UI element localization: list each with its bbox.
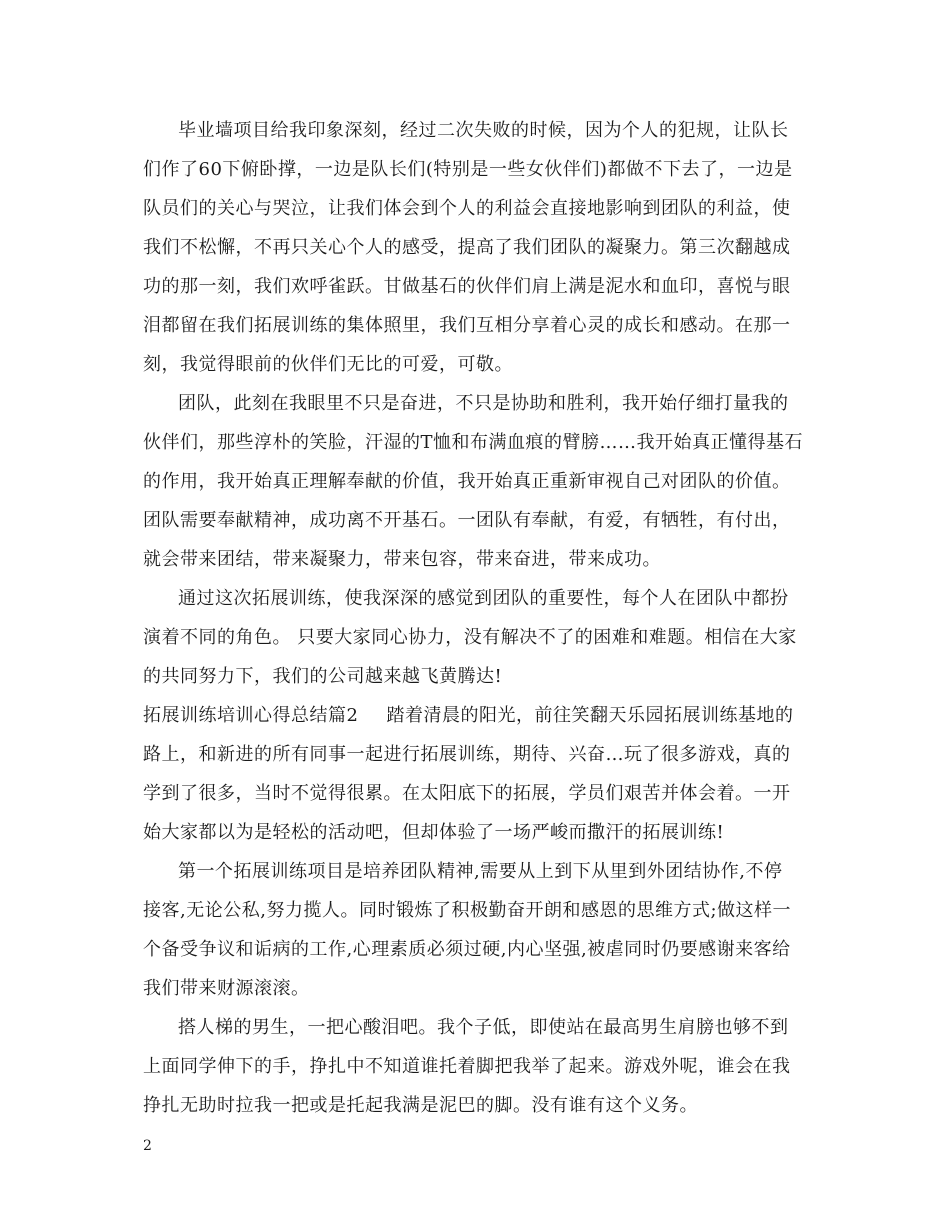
paragraph-line: 我们带来财源滚滚。 <box>143 978 310 999</box>
paragraph-line: 队员们的关心与哭泣，让我们体会到个人的利益会直接地影响到团队的利益，使 <box>143 198 791 219</box>
paragraph-text: 踏着清晨的阳光，前往笑翻天乐园拓展训练基地的 <box>386 705 794 726</box>
paragraph-line: 毕业墙项目给我印象深刻，经过二次失败的时候，因为个人的犯规，让队长 <box>178 120 789 141</box>
section-heading: 拓展训练培训心得总结篇2 <box>143 705 359 726</box>
paragraph-line: 上面同学伸下的手，挣扎中不知道谁托着脚把我举了起来。游戏外呢，谁会在我 <box>143 1056 791 1077</box>
paragraph-line: 学到了很多，当时不觉得很累。在太阳底下的拓展，学员们艰苦并体会着。一开 <box>143 783 791 804</box>
paragraph-line: 接客,无论公私,努力揽人。同时锻炼了积极勤奋开朗和感恩的思维方式;做这样一 <box>143 900 792 921</box>
paragraph-line: 们作了60下俯卧撑，一边是队长们(特别是一些女伙伴们)都做不下去了，一边是 <box>143 159 793 180</box>
paragraph-line: 路上，和新进的所有同事一起进行拓展训练，期待、兴奋…玩了很多游戏，真的 <box>143 744 791 765</box>
paragraph-line: 的作用，我开始真正理解奉献的价值，我开始真正重新审视自己对团队的价值。 <box>143 471 791 492</box>
section-heading-line <box>143 705 813 727</box>
paragraph-line: 功的那一刻，我们欢呼雀跃。甘做基石的伙伴们肩上满是泥水和血印，喜悦与眼 <box>143 276 791 297</box>
paragraph-line: 泪都留在我们拓展训练的集体照里，我们互相分享着心灵的成长和感动。在那一 <box>143 315 791 336</box>
paragraph-line: 始大家都以为是轻松的活动吧，但却体验了一场严峻而撒汗的拓展训练! <box>143 822 725 843</box>
paragraph-line: 第一个拓展训练项目是培养团队精神,需要从上到下从里到外团结协作,不停 <box>178 861 783 882</box>
paragraph-line: 通过这次拓展训练，使我深深的感觉到团队的重要性，每个人在团队中都扮 <box>178 588 789 609</box>
paragraph-line: 个备受争议和诟病的工作,心理素质必须过硬,内心坚强,被虐同时仍要感谢来客给 <box>143 939 791 960</box>
paragraph-line: 搭人梯的男生，一把心酸泪吧。我个子低，即使站在最高男生肩膀也够不到 <box>178 1017 789 1038</box>
paragraph-line: 就会带来团结，带来凝聚力，带来包容，带来奋进，带来成功。 <box>143 549 661 570</box>
paragraph-line: 挣扎无助时拉我一把或是托起我满是泥巴的脚。没有谁有这个义务。 <box>143 1095 698 1116</box>
paragraph-line: 的共同努力下，我们的公司越来越飞黄腾达! <box>143 666 503 687</box>
paragraph-line: 我们不松懈，不再只关心个人的感受，提高了我们团队的凝聚力。第三次翻越成 <box>143 237 791 258</box>
paragraph-line: 刻，我觉得眼前的伙伴们无比的可爱，可敬。 <box>143 354 513 375</box>
paragraph-line: 团队，此刻在我眼里不只是奋进，不只是协助和胜利，我开始仔细打量我的 <box>178 393 789 414</box>
page-number: 2 <box>143 1138 152 1154</box>
paragraph-line: 团队需要奉献精神，成功离不开基石。一团队有奉献，有爱，有牺牲，有付出， <box>143 510 791 531</box>
paragraph-line: 演着不同的角色。 只要大家同心协力，没有解决不了的困难和难题。相信在大家 <box>143 627 797 648</box>
paragraph-line: 伙伴们，那些淳朴的笑脸，汗湿的T恤和布满血痕的臂膀……我开始真正懂得基石 <box>143 432 804 453</box>
